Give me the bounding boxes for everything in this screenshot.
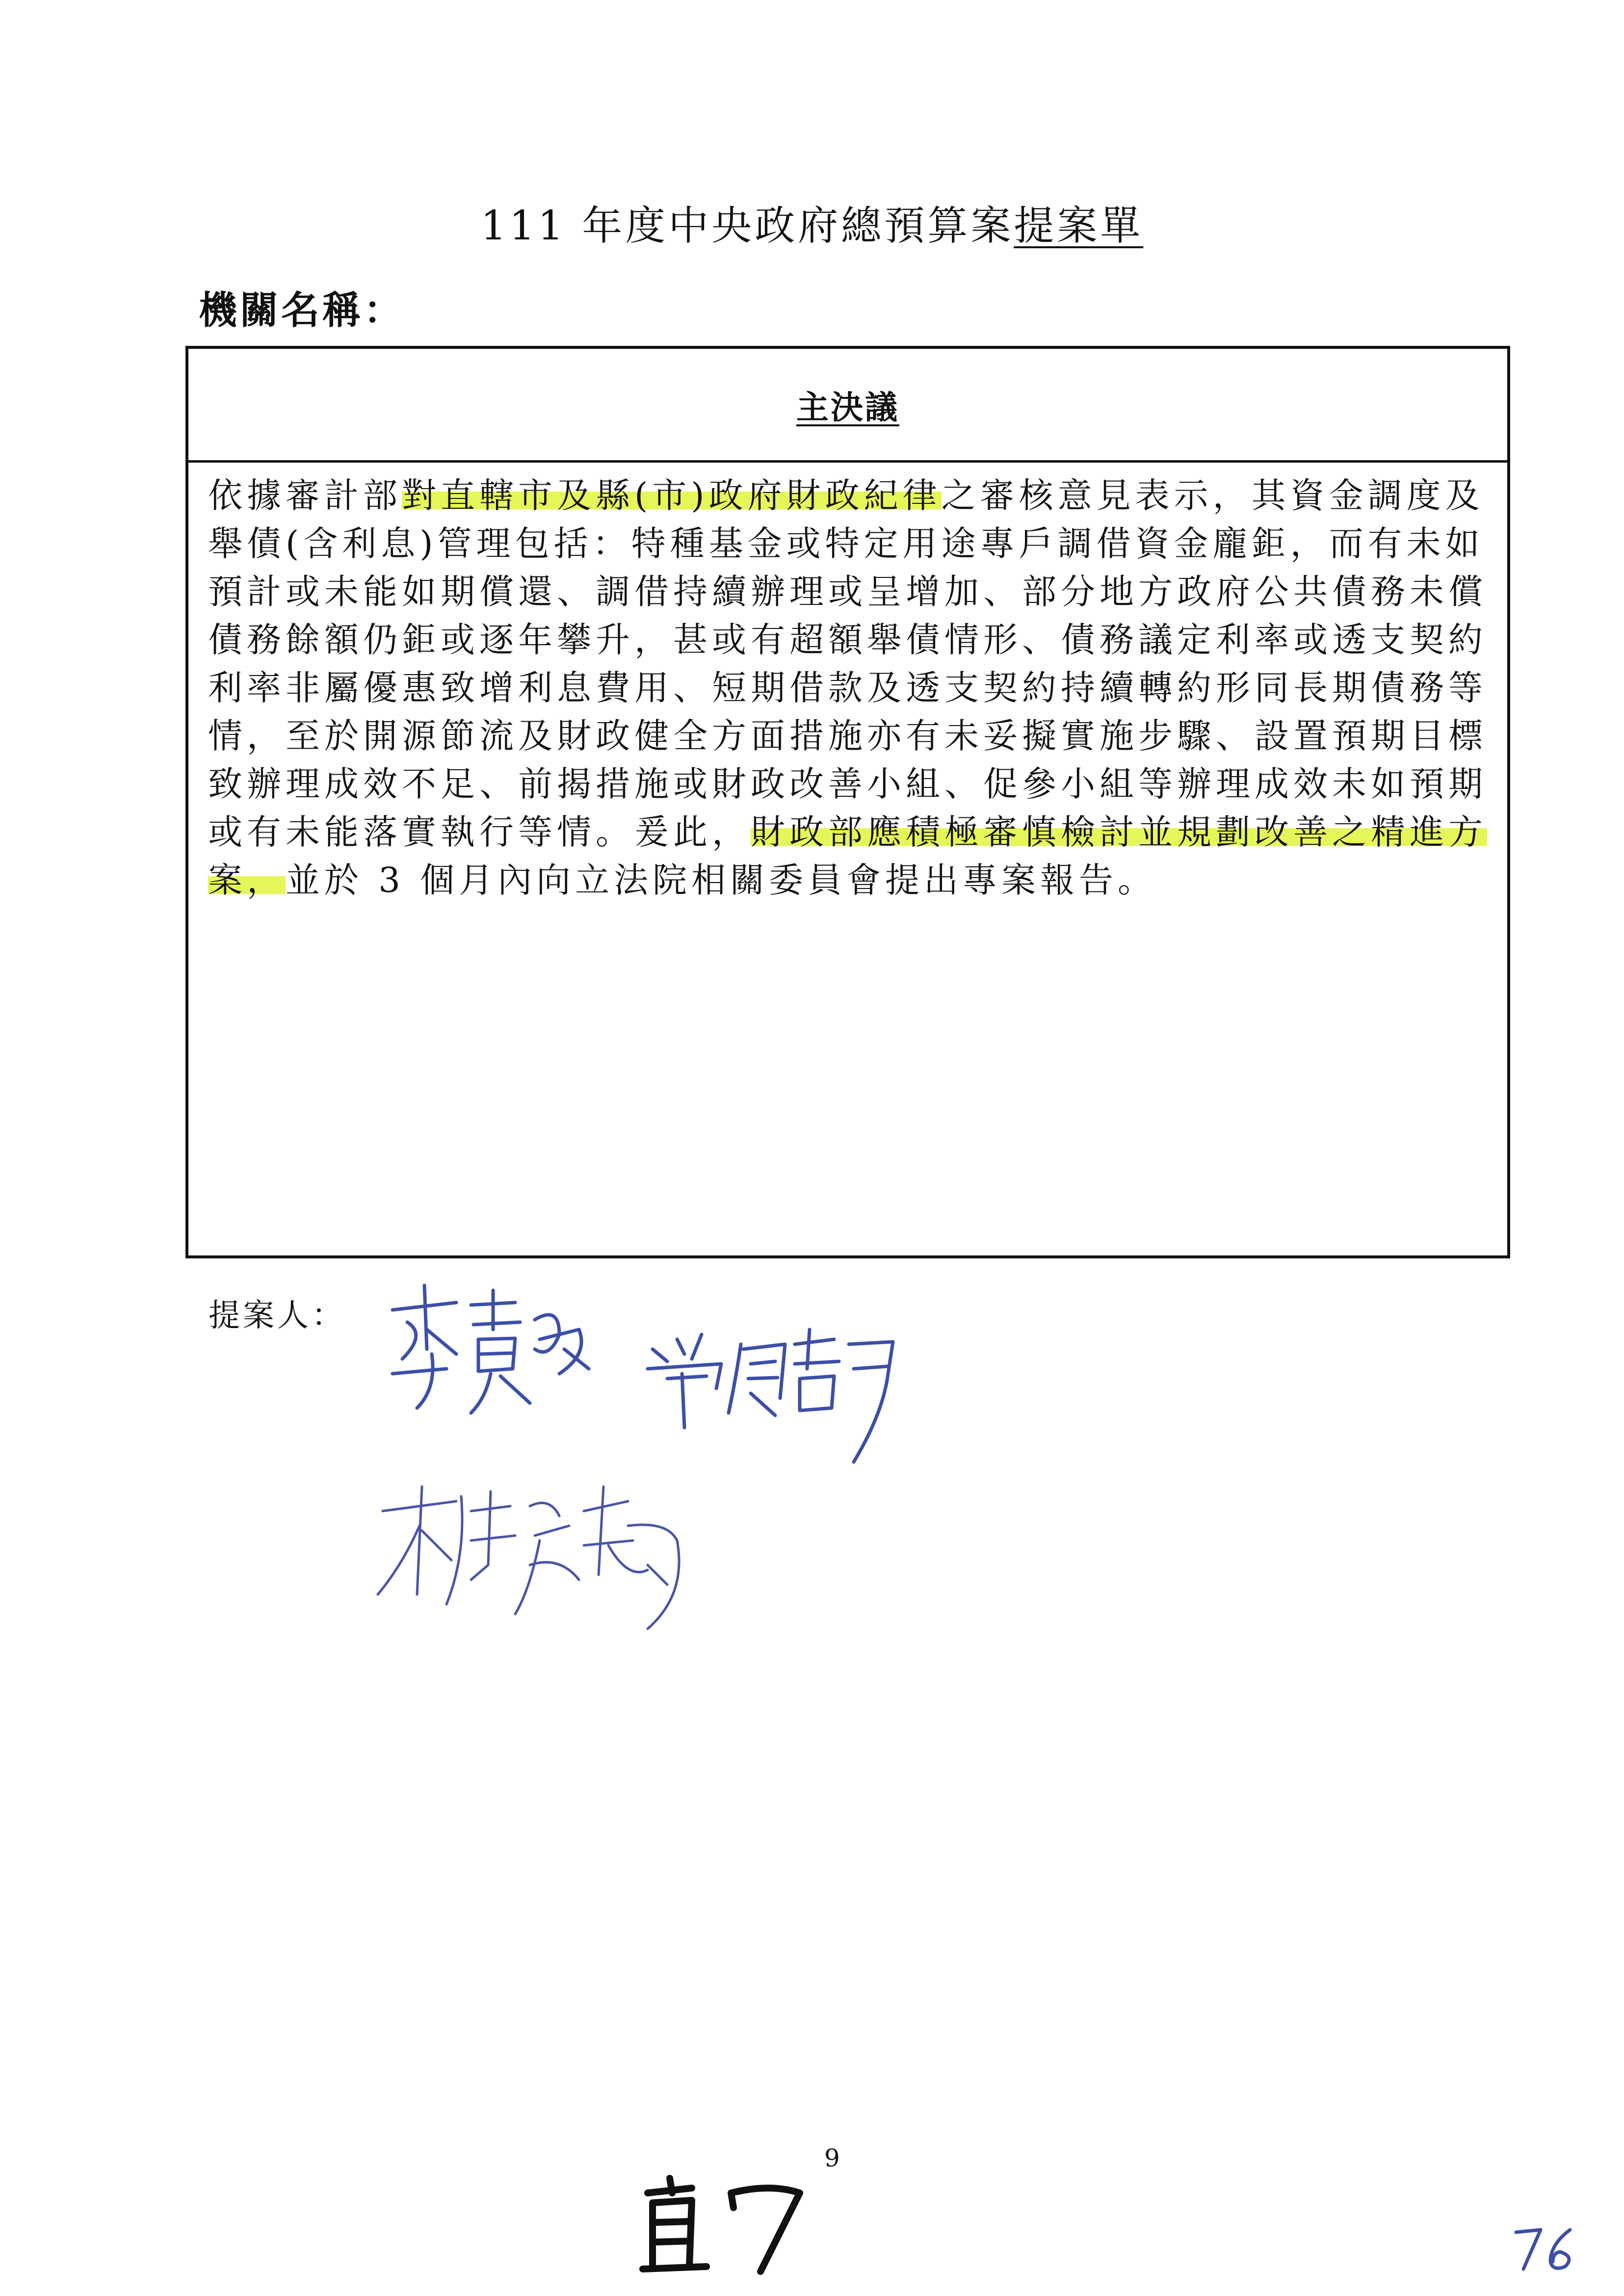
body-line [208,760,1488,808]
line-text: 致辦理成效不足、前揭措施或財政改善小組、促參小組等辦理成效未如預期 [208,764,1487,804]
body-line [208,712,1488,760]
handwritten-number [1511,2222,1585,2276]
title-main: 111 年度中央政府總預算案 [480,203,1014,249]
signature-2 [638,1315,903,1477]
table-header [188,349,1507,463]
proposal-table [185,346,1510,1258]
agency-label: 機關名稱： [199,288,405,333]
body-line [208,616,1488,664]
page-title [0,194,1624,251]
highlighted-text: 財政部應積極審慎檢討並規劃改善之精進方 [751,812,1487,852]
body-line [208,568,1488,616]
line-text: 或有未能落實執行等情。爰此， [208,812,751,852]
line-text: 依據審計部 [208,475,402,516]
highlighted-text: 對直轄市及縣(市)政府財政紀律 [402,475,942,516]
proposer-label: 提案人： [209,1298,346,1334]
page-number: 9 [824,2144,840,2172]
body-line [208,856,1488,904]
line-text: 預計或未能如期償還、調借持續辦理或呈增加、部分地方政府公共債務未償 [208,572,1487,612]
signature-3 [373,1467,697,1673]
body-line [208,471,1488,520]
body-line [208,808,1488,856]
signature-1 [373,1276,599,1433]
body-line [208,520,1488,568]
handwritten-note [633,2173,819,2281]
line-text: 利率非屬優惠致增利息費用、短期借款及透支契約持續轉約形同長期債務等 [208,668,1487,708]
line-text: 之審核意見表示，其資金調度及 [941,475,1484,516]
line-text: 舉債(含利息)管理包括：特種基金或特定用途專戶調借資金龐鉅，而有未如 [208,523,1484,564]
highlighted-text: 案， [208,860,286,900]
body-line [208,664,1488,712]
line-text: 情，至於開源節流及財政健全方面措施亦有未妥擬實施步驟、設置預期目標 [208,716,1487,756]
line-text: 債務餘額仍鉅或逐年攀升，甚或有超額舉債情形、債務議定利率或透支契約 [208,620,1487,660]
table-header-label: 主決議 [796,389,899,426]
title-underlined: 提案單 [1014,203,1144,249]
line-text: 並於 3 個月內向立法院相關委員會提出專案報告。 [286,860,1157,900]
table-body [188,463,1507,904]
